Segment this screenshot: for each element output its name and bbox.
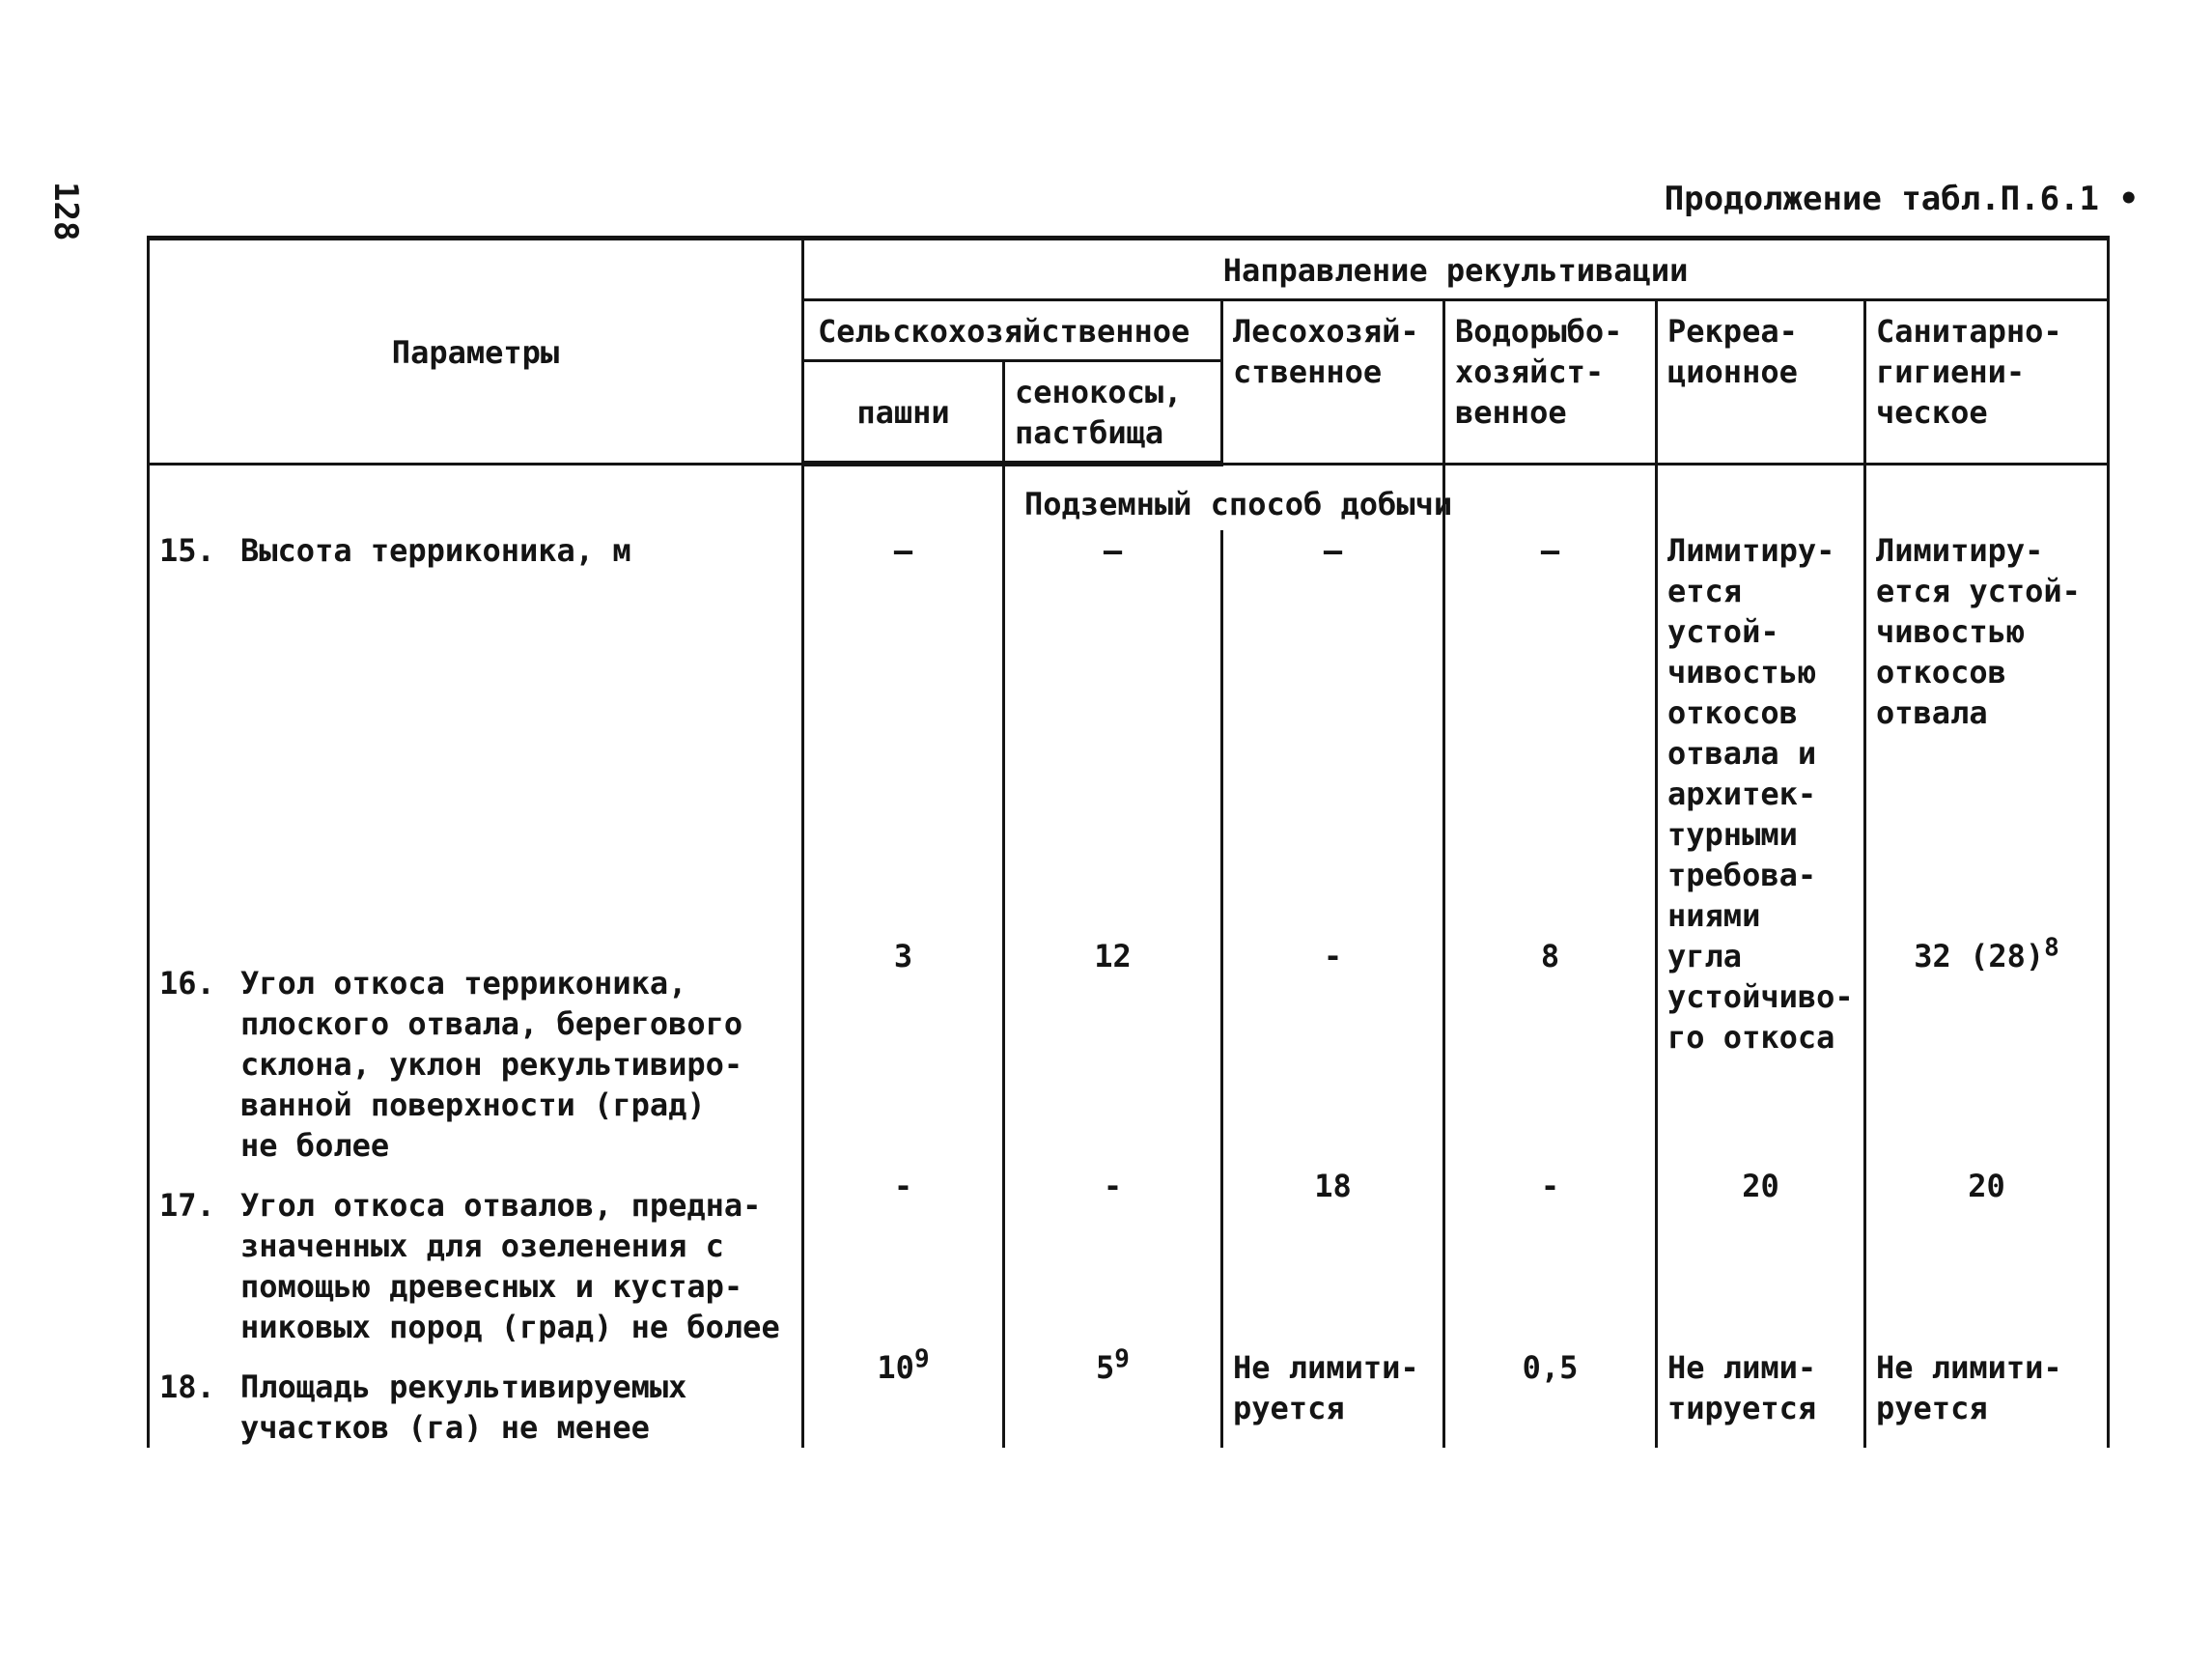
- param-cell: 18. Площадь рекультивируемых участков (га) не менее: [149, 1347, 803, 1448]
- header-direction: Направление рекультивации: [803, 239, 2109, 300]
- value-hay: 12: [1004, 936, 1222, 1166]
- param-cell: 15. Высота терриконика, м: [149, 530, 803, 936]
- value-sanitary: 20: [1865, 1166, 2109, 1347]
- value-hay: -: [1004, 1166, 1222, 1347]
- mode-row: Подземный способ добычи: [1004, 464, 1444, 530]
- table-row: [149, 1347, 2109, 1448]
- value-recreation: угла устойчиво- го откоса: [1657, 936, 1865, 1166]
- value-sanitary: Лимитиру- ется устой- чивостью откосов отвала: [1865, 530, 2109, 936]
- header-water: Водорыбо- хозяйст- венное: [1444, 300, 1657, 465]
- value-water: -: [1444, 1166, 1657, 1347]
- value-hay: –: [1004, 530, 1222, 936]
- header-arable: пашни: [803, 361, 1004, 465]
- value-arable: 3: [803, 936, 1004, 1166]
- param-cell: 17. Угол откоса отвалов, предна- значенных для озеленения с помощью древесных и кустар- никовых пород (град) не более: [149, 1166, 803, 1347]
- value-water: 0,5: [1444, 1347, 1657, 1448]
- value-recreation: Лимитиру- ется устой- чивостью откосов отвала и архитек- турными требова- ниями: [1657, 530, 1865, 936]
- table-row: [149, 936, 2109, 1166]
- value-arable: $10^9$: [803, 1347, 1004, 1448]
- value-arable: –: [803, 530, 1004, 936]
- table-caption: Продолжение табл.П.6.1 •: [1664, 180, 2139, 218]
- header-agri: Сельскохозяйственное: [803, 300, 1222, 361]
- header-hay: сенокосы, пастбища: [1004, 361, 1222, 465]
- value-hay: $5^9$: [1004, 1347, 1222, 1448]
- value-water: –: [1444, 530, 1657, 936]
- reclamation-table: [147, 236, 2110, 1448]
- value-forest: 18: [1222, 1166, 1444, 1347]
- value-sanitary: Не лимити- руется: [1865, 1347, 2109, 1448]
- header-recreation: Рекреа- ционное: [1657, 300, 1865, 465]
- value-arable: -: [803, 1166, 1004, 1347]
- header-params: Параметры: [149, 239, 803, 465]
- value-recreation: 20: [1657, 1166, 1865, 1347]
- value-forest: -: [1222, 936, 1444, 1166]
- value-sanitary: 32 $(28)^8$: [1865, 936, 2109, 1166]
- header-sanitary: Санитарно- гигиени- ческое: [1865, 300, 2109, 465]
- value-forest: –: [1222, 530, 1444, 936]
- value-recreation: Не лими- тируется: [1657, 1347, 1865, 1448]
- value-forest: Не лимити- руется: [1222, 1347, 1444, 1448]
- page-number: 128: [46, 182, 85, 241]
- header-forest: Лесохозяй- ственное: [1222, 300, 1444, 465]
- value-water: 8: [1444, 936, 1657, 1166]
- table-row: [149, 1166, 2109, 1347]
- param-cell: 16. Угол откоса терриконика, плоского отвала, берегового склона, уклон рекультивиро- ванной поверхности (град) не более: [149, 936, 803, 1166]
- table-row: [149, 530, 2109, 936]
